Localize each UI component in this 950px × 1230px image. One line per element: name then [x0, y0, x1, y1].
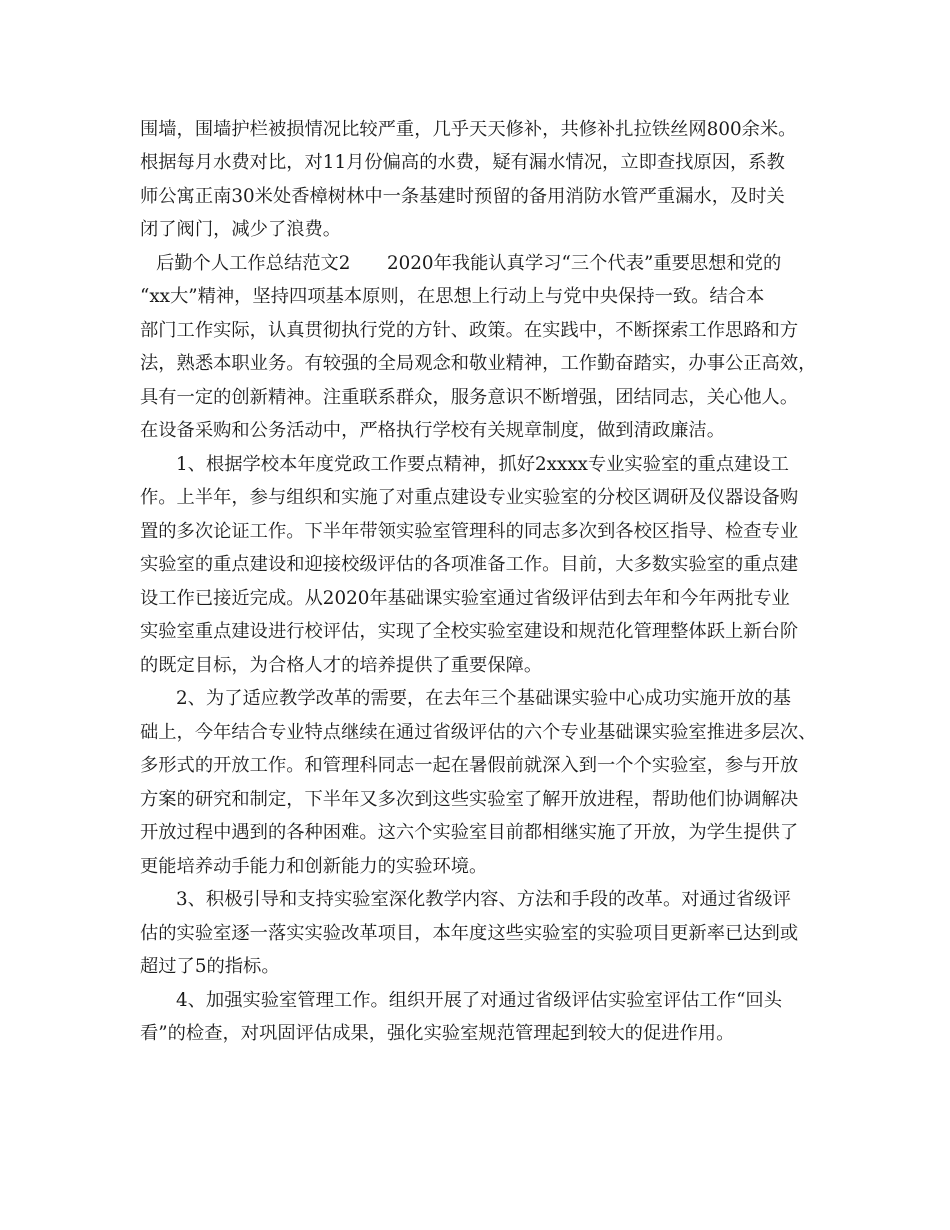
text-line: 闭了阀门，减少了浪费。 [140, 219, 342, 240]
text-line: 实验室重点建设进行校评估，实现了全校实验室建设和规范化管理整体跃上新台阶 [140, 621, 799, 642]
text-line: 作。上半年，参与组织和实施了对重点建设专业实验室的分校区调研及仪器设备购 [140, 487, 799, 508]
text-line: 1、根据学校本年度党政工作要点精神，抓好2xxxx专业实验室的重点建设工 [176, 454, 789, 475]
text-line: 围墙，围墙护栏被损情况比较严重，几乎天天修补，共修补扎拉铁丝网800余米。 [140, 119, 797, 140]
text-line: 4、加强实验室管理工作。组织开展了对通过省级评估实验室评估工作“回头 [176, 990, 782, 1011]
text-line: 法，熟悉本职业务。有较强的全局观念和敬业精神，工作勤奋踏实，办事公正高效， [140, 353, 817, 374]
text-line: 具有一定的创新精神。注重联系群众，服务意识不断增强，团结同志，关心他人。 [140, 387, 799, 408]
text-line: 方案的研究和制定，下半年又多次到这些实验室了解开放进程，帮助他们协调解决 [140, 789, 799, 810]
text-line: 更能培养动手能力和创新能力的实验环境。 [140, 856, 488, 877]
text-line: 后勤个人工作总结范文2 2020年我能认真学习“三个代表”重要思想和党的 [156, 253, 782, 274]
text-line: 估的实验室逐一落实实验改革项目，本年度这些实验室的实验项目更新率已达到或 [140, 923, 799, 944]
text-line: 在设备采购和公务活动中，严格执行学校有关规章制度，做到清政廉洁。 [140, 420, 725, 441]
text-line: 部门工作实际，认真贯彻执行党的方针、政策。在实践中，不断探索工作思路和方 [140, 320, 799, 341]
text-line: 开放过程中遇到的各种困难。这六个实验室目前都相继实施了开放，为学生提供了 [140, 822, 799, 843]
text-line: 看”的检查，对巩固评估成果，强化实验室规范管理起到较大的促进作用。 [140, 1023, 735, 1044]
text-line: “xx大”精神，坚持四项基本原则，在思想上行动上与党中央保持一致。结合本 [140, 286, 765, 307]
text-line: 础上，今年结合专业特点继续在通过省级评估的六个专业基础课实验室推进多层次、 [140, 722, 817, 743]
text-line: 多形式的开放工作。和管理科同志一起在暑假前就深入到一个个实验室，参与开放 [140, 755, 799, 776]
text-line: 实验室的重点建设和迎接校级评估的各项准备工作。目前，大多数实验室的重点建 [140, 554, 799, 575]
text-line: 的既定目标，为合格人才的培养提供了重要保障。 [140, 655, 543, 676]
text-line: 师公寓正南30米处香樟树林中一条基建时预留的备用消防水管严重漏水，及时关 [140, 186, 785, 207]
text-line: 3、积极引导和支持实验室深化教学内容、方法和手段的改革。对通过省级评 [176, 889, 791, 910]
text-line: 置的多次论证工作。下半年带领实验室管理科的同志多次到各校区指导、检查专业 [140, 521, 799, 542]
text-line: 超过了5的指标。 [140, 956, 280, 977]
text-line: 设工作已接近完成。从2020年基础课实验室通过省级评估到去年和今年两批专业 [140, 588, 790, 609]
text-line: 2、为了适应教学改革的需要，在去年三个基础课实验中心成功实施开放的基 [176, 688, 791, 709]
text-line: 根据每月水费对比，对11月份偏高的水费，疑有漏水情况，立即查找原因，系教 [140, 152, 785, 173]
